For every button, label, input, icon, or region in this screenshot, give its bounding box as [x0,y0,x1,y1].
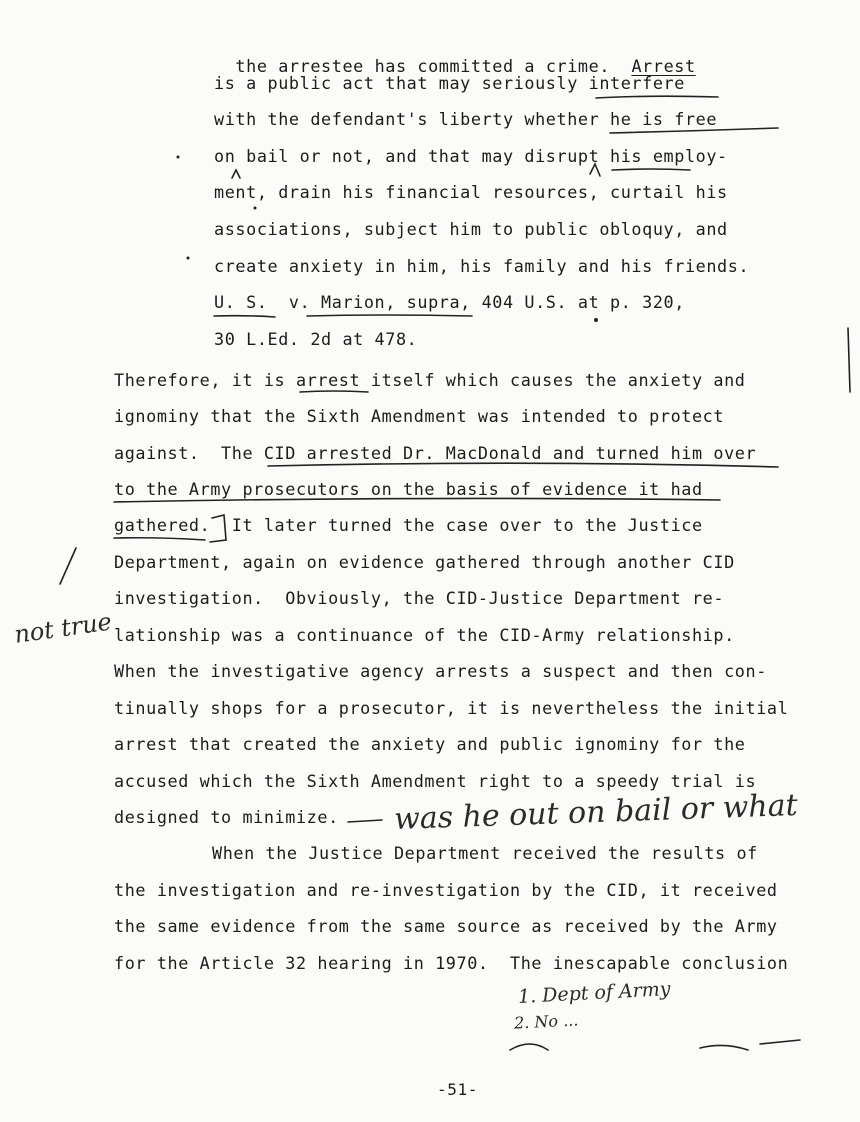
body-line-10: tinually shops for a prosecutor, it is nevertheless the initial [114,698,789,718]
underline-mark [214,316,275,317]
quote-line-1-text: the arrestee has committed a crime. [235,56,632,76]
inline-handwritten-note: was he out on bail or what [393,787,799,838]
stray-dot [177,156,180,159]
margin-slash-mark [60,548,76,584]
scrawl-mark [760,1040,800,1044]
underline-mark [612,169,690,170]
body-line-4: to the Army prosecutors on the basis of evidence it had [114,479,703,499]
body-line-8: lationship was a continuance of the CID-Army relationship. [114,625,735,645]
para2-line-2: the investigation and re-investigation by the CID, it received [114,880,778,900]
stray-dot [594,318,598,322]
quote-line-9: 30 L.Ed. 2d at 478. [214,329,418,349]
quote-line-4: on bail or not, and that may disrupt his employ- [214,146,728,166]
underline-mark [114,498,720,502]
underline-mark [268,463,778,467]
stray-dot [254,207,257,210]
underline-mark [114,538,205,540]
underline-mark [307,315,472,316]
caret-mark [232,170,240,178]
stray-dot [187,257,190,260]
underline-mark [610,128,778,133]
body-line-9: When the investigative agency arrests a suspect and then con- [114,661,767,681]
body-line-7: investigation. Obviously, the CID-Justice Department re- [114,588,725,608]
body-line-1: Therefore, it is arrest itself which causes the anxiety and [114,370,746,390]
scrawl-mark [700,1045,748,1050]
underline-mark [596,96,718,98]
quote-underlined-word: Arrest [631,56,696,76]
body-line-2: ignominy that the Sixth Amendment was intended to protect [114,406,725,426]
quote-line-3: with the defendant's liberty whether he is free [214,109,718,129]
caret-mark [590,164,600,176]
scrawl-mark [510,1044,548,1050]
dash-mark [348,820,382,822]
body-line-12: accused which the Sixth Amendment right to a speedy trial is [114,771,757,791]
bottom-note-2: 2. No ... [513,1010,579,1033]
body-line-3: against. The CID arrested Dr. MacDonald and turned him over [114,443,757,463]
bracket-mark [210,515,226,542]
bottom-note-1: 1. Dept of Army [517,978,672,1008]
quote-line-7: create anxiety in him, his family and his friends. [214,256,750,276]
body-line-5: gathered. It later turned the case over to the Justice [114,515,703,535]
para2-line-3: the same evidence from the same source as received by the Army [114,916,778,936]
body-line-11: arrest that created the anxiety and public ignominy for the [114,734,746,754]
quote-line-6: associations, subject him to public obloquy, and [214,219,728,239]
quote-line-5: ment, drain his financial resources, curtail his [214,182,728,202]
quote-line-2: is a public act that may seriously interfere [214,73,685,93]
quote-line-8: U. S. v. Marion, supra, 404 U.S. at p. 320, [214,292,685,312]
underline-mark [300,391,368,392]
para2-line-1: When the Justice Department received the results of [212,843,758,863]
body-line-13: designed to minimize. [114,807,339,827]
para2-line-4: for the Article 32 hearing in 1970. The inescapable conclusion [114,953,789,973]
margin-note-not-true: not true [12,607,114,649]
margin-line-mark [848,328,850,392]
page-number: -51- [437,1080,478,1099]
body-line-6: Department, again on evidence gathered through another CID [114,552,735,572]
